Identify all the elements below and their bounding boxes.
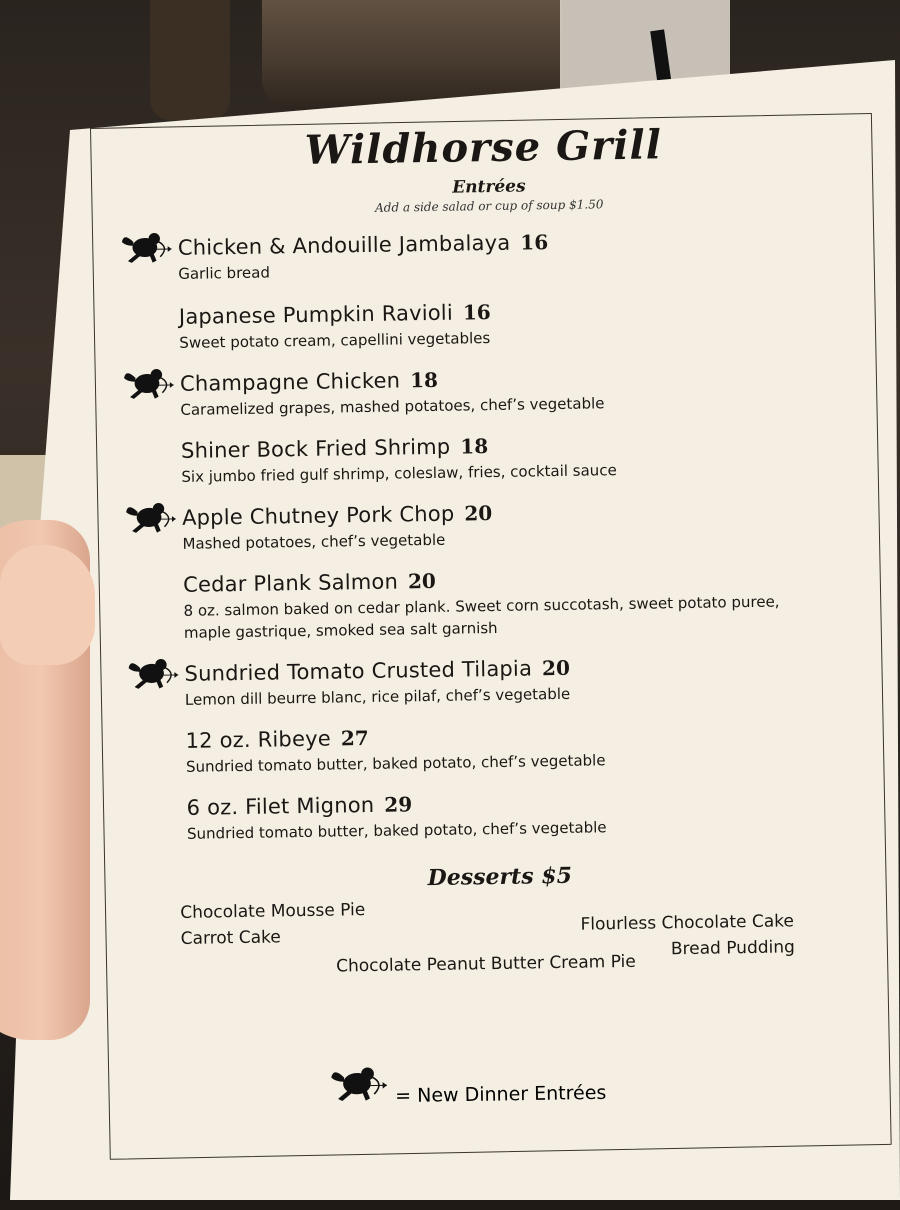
entree-description: Sundried tomato butter, baked potato, chef’s vegetable [185,751,606,776]
dessert-list [120,884,882,1006]
entree-item [180,361,873,421]
restaurant-name: Wildhorse Grill [304,121,663,174]
entree-price: 20 [464,501,493,526]
entree-price: 29 [384,792,413,817]
entree-item [181,428,874,488]
entree-name: Champagne Chicken [179,368,401,396]
dessert-item: Carrot Cake [180,927,281,949]
entree-item [184,651,877,711]
section-title: Entrées [452,176,526,198]
entree-item [179,294,872,354]
cupid-icon [120,498,179,539]
entree-item [185,718,878,778]
side-note: Add a side salad or cup of soup $1.50 [374,197,604,215]
entree-description: Sundried tomato butter, baked potato, chef’s vegetable [186,818,607,843]
cupid-icon [116,228,175,269]
cupid-icon [118,364,177,405]
thumb [0,545,95,665]
entree-name: Chicken & Andouille Jambalaya [177,230,511,260]
entree-description: Sweet potato cream, capellini vegetables [179,329,491,352]
dessert-item: Bread Pudding [670,937,796,960]
entree-description: Lemon dill beurre blanc, rice pilaf, chef’s vegetable [184,684,571,709]
entree-description: Mashed potatoes, chef’s vegetable [182,530,446,553]
desserts-title: Desserts $5 [427,862,573,892]
entree-item [183,562,876,644]
entree-price: 18 [460,434,489,459]
entree-name: Japanese Pumpkin Ravioli [178,300,454,329]
entree-description: Caramelized grapes, mashed potatoes, chef’s vegetable [180,394,605,419]
entree-description: Six jumbo fried gulf shrimp, coleslaw, fries, cocktail sauce [181,461,617,486]
legend [325,1058,607,1108]
entree-item [178,225,871,285]
legend-text: = New Dinner Entrées [395,1081,607,1108]
dessert-item: Chocolate Mousse Pie [180,900,366,923]
menu-content [108,118,882,1006]
entree-name: Shiner Bock Fried Shrimp [180,434,451,463]
entree-price: 18 [409,367,439,393]
entree-price: 20 [407,568,437,594]
entree-name: 6 oz. Filet Mignon [186,792,375,820]
entree-name: 12 oz. Ribeye [185,726,332,753]
entree-name: Apple Chutney Pork Chop [181,501,455,530]
entree-price: 27 [340,725,369,751]
entree-price: 16 [520,230,549,255]
entree-description: Garlic bread [178,263,271,283]
entree-item [186,785,879,845]
entree-name: Cedar Plank Salmon [182,569,399,597]
cupid-icon [122,654,181,695]
cupid-icon [325,1061,390,1108]
entree-item [182,495,875,555]
entree-name: Sundried Tomato Crusted Tilapia [184,656,533,686]
bottle [150,0,230,120]
dessert-item: Chocolate Peanut Butter Cream Pie [336,951,636,977]
dessert-item: Flourless Chocolate Cake [580,911,795,935]
entree-list [110,225,879,846]
entree-price: 16 [462,300,491,325]
entree-price: 20 [541,655,571,681]
entree-description: 8 oz. salmon baked on cedar plank. Sweet corn succotash, sweet potato puree, maple gastrique, smoked sea salt garnish [183,592,780,642]
